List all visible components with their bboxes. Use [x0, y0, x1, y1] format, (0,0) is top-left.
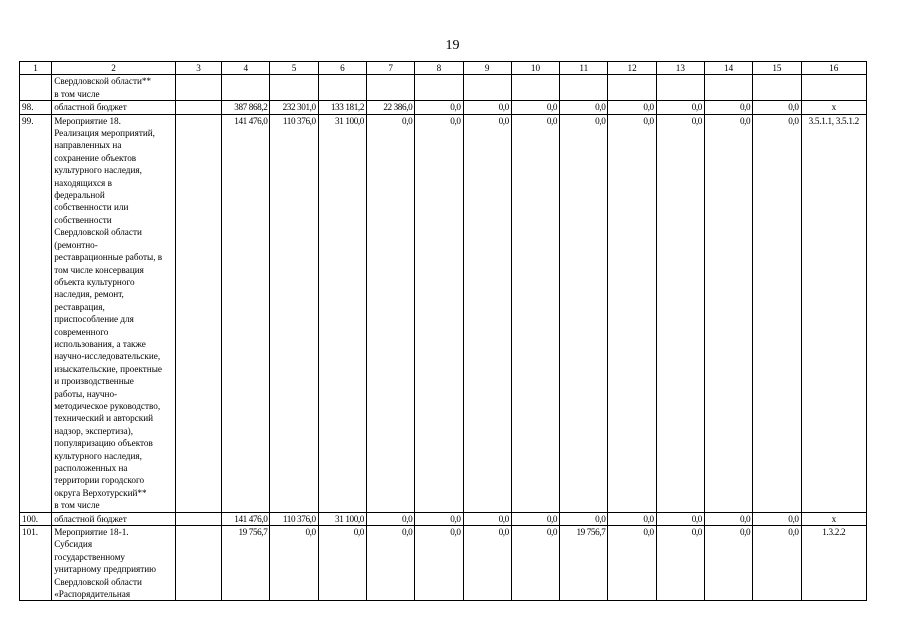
amount-cell	[560, 75, 608, 101]
table-row	[20, 526, 867, 601]
row-name-line: использования, а также	[54, 338, 146, 349]
amount-cell: 0,0	[656, 512, 704, 525]
row-name-line: приспособление для	[54, 314, 134, 325]
amount-cell: 0,0	[463, 526, 511, 601]
amount-cell: 0,0	[415, 512, 463, 525]
row-name	[52, 512, 176, 525]
table-row	[20, 114, 867, 512]
target-indicator-cell: х	[801, 512, 866, 525]
row-name-line: федеральной	[54, 190, 105, 201]
amount-cell: 0,0	[367, 512, 415, 525]
amount-cell: 31 100,0	[318, 512, 366, 525]
amount-cell	[463, 75, 511, 101]
amount-cell: 31 100,0	[318, 114, 366, 512]
row-index	[20, 75, 52, 101]
amount-cell: 0,0	[318, 526, 366, 601]
table-row	[20, 512, 867, 525]
amount-cell: 387 868,2	[222, 101, 270, 114]
column-3-cell	[175, 512, 221, 525]
amount-cell: 22 386,0	[367, 101, 415, 114]
column-header: 4	[222, 62, 270, 75]
row-name-line: собственности или	[54, 202, 129, 213]
row-name-line: наследия, ремонт,	[54, 289, 124, 300]
amount-cell: 133 181,2	[318, 101, 366, 114]
amount-cell	[608, 75, 656, 101]
amount-cell	[270, 75, 318, 101]
amount-cell	[753, 75, 801, 101]
amount-cell: 0,0	[753, 512, 801, 525]
amount-cell: 0,0	[704, 512, 752, 525]
amount-cell: 0,0	[463, 512, 511, 525]
table-row	[20, 75, 867, 101]
column-header: 14	[704, 62, 752, 75]
amount-cell: 0,0	[415, 114, 463, 512]
row-name-line: популяризацию объектов	[54, 438, 153, 449]
amount-cell	[656, 75, 704, 101]
column-header: 15	[753, 62, 801, 75]
row-name-line: территории городского	[54, 475, 145, 486]
column-3-cell	[175, 114, 221, 512]
row-name-line: сохранение объектов	[54, 152, 137, 163]
amount-cell: 0,0	[511, 114, 559, 512]
row-index: 99.	[20, 114, 52, 512]
column-header: 2	[52, 62, 176, 75]
page-number: 19	[445, 38, 460, 53]
row-name	[52, 526, 176, 601]
column-header: 6	[318, 62, 366, 75]
row-name-line: культурного наследия,	[54, 165, 142, 176]
row-name-line: собственности	[54, 214, 112, 225]
row-name-line: «Распорядительная	[54, 589, 131, 600]
row-name-line: Мероприятие 18.	[54, 115, 121, 126]
amount-cell: 0,0	[415, 101, 463, 114]
row-name-line: объекта культурного	[54, 276, 135, 287]
amount-cell: 141 476,0	[222, 114, 270, 512]
amount-cell: 19 756,7	[560, 526, 608, 601]
row-name-line: государственному	[54, 551, 125, 562]
column-header: 10	[511, 62, 559, 75]
row-name-line: и производственные	[54, 376, 134, 387]
amount-cell: 0,0	[753, 101, 801, 114]
amount-cell	[415, 75, 463, 101]
amount-cell: 0,0	[511, 101, 559, 114]
amount-cell: 19 756,7	[222, 526, 270, 601]
row-name-line: работы, научно-	[54, 388, 118, 399]
amount-cell: 110 376,0	[270, 114, 318, 512]
amount-cell: 110 376,0	[270, 512, 318, 525]
amount-cell: 232 301,0	[270, 101, 318, 114]
row-index: 101.	[20, 526, 52, 601]
column-header: 12	[608, 62, 656, 75]
amount-cell: 0,0	[560, 101, 608, 114]
amount-cell: 0,0	[415, 526, 463, 601]
amount-cell: 0,0	[608, 526, 656, 601]
amount-cell: 0,0	[367, 114, 415, 512]
amount-cell: 0,0	[753, 114, 801, 512]
amount-cell	[318, 75, 366, 101]
row-name-line: расположенных на	[54, 463, 128, 473]
column-header: 16	[801, 62, 866, 75]
column-header: 11	[560, 62, 608, 75]
amount-cell: 0,0	[511, 526, 559, 601]
amount-cell: 0,0	[270, 526, 318, 601]
column-header: 1	[20, 62, 52, 75]
target-indicator-cell: 1.3.2.2	[801, 526, 866, 601]
amount-cell	[222, 75, 270, 101]
row-name-line: областной бюджет	[54, 513, 127, 524]
column-header: 8	[415, 62, 463, 75]
column-header: 5	[270, 62, 318, 75]
row-name-line: Мероприятие 18-1.	[54, 527, 129, 538]
column-header: 7	[367, 62, 415, 75]
row-name-line: областной бюджет	[54, 102, 127, 113]
column-3-cell	[175, 101, 221, 114]
target-indicator-cell	[801, 75, 866, 101]
row-name-line: технический и авторский	[54, 413, 154, 424]
row-name-line: Реализация мероприятий,	[54, 128, 155, 139]
budget-table	[19, 61, 867, 601]
amount-cell: 0,0	[608, 512, 656, 525]
column-header: 3	[175, 62, 221, 75]
table-body	[20, 62, 867, 601]
row-name-line: культурного наследия,	[54, 450, 142, 461]
row-name-line: в том числе	[54, 88, 100, 99]
row-name-line: (ремонтно-	[54, 239, 98, 250]
row-name-line: реставрация,	[54, 301, 105, 312]
amount-cell: 0,0	[753, 526, 801, 601]
column-3-cell	[175, 526, 221, 601]
row-name-line: научно-исследовательские,	[54, 351, 161, 362]
amount-cell: 0,0	[560, 512, 608, 525]
row-name-line: Субсидия	[54, 539, 93, 550]
row-name-line: округа Верхотурский**	[54, 487, 147, 498]
row-name-line: Свердловской области	[54, 576, 142, 587]
row-name	[52, 101, 176, 114]
column-number-row	[20, 62, 867, 75]
row-name	[52, 114, 176, 512]
row-name-line: надзор, экспертиза),	[54, 425, 134, 436]
amount-cell: 0,0	[656, 114, 704, 512]
amount-cell: 0,0	[656, 526, 704, 601]
amount-cell	[367, 75, 415, 101]
column-3-cell	[175, 75, 221, 101]
row-name-line: Свердловской области	[54, 227, 142, 238]
amount-cell: 0,0	[704, 101, 752, 114]
row-name-line: в том числе	[54, 500, 100, 511]
amount-cell: 0,0	[608, 114, 656, 512]
amount-cell: 0,0	[656, 101, 704, 114]
row-name-line: реставрационные работы, в	[54, 252, 163, 263]
row-index: 98.	[20, 101, 52, 114]
row-name-line: том числе консервация	[54, 264, 144, 275]
target-indicator-cell: х	[801, 101, 866, 114]
row-name-line: Свердловской области**	[54, 76, 152, 87]
amount-cell	[704, 75, 752, 101]
row-name-line: унитарному предприятию	[54, 564, 157, 575]
amount-cell: 0,0	[463, 114, 511, 512]
amount-cell: 0,0	[367, 526, 415, 601]
amount-cell: 141 476,0	[222, 512, 270, 525]
row-name-line: находящихся в	[54, 177, 112, 188]
column-header: 9	[463, 62, 511, 75]
row-index: 100.	[20, 512, 52, 525]
row-name	[52, 75, 176, 101]
target-indicator-cell: 3.5.1.1, 3.5.1.2	[801, 114, 866, 512]
amount-cell: 0,0	[511, 512, 559, 525]
table-row	[20, 101, 867, 114]
amount-cell: 0,0	[463, 101, 511, 114]
row-name-line: направленных на	[54, 140, 122, 151]
amount-cell: 0,0	[608, 101, 656, 114]
amount-cell: 0,0	[704, 526, 752, 601]
row-name-line: современного	[54, 326, 109, 337]
amount-cell	[511, 75, 559, 101]
row-name-line: методическое руководство,	[54, 400, 161, 411]
row-name-line: изыскательские, проектные	[54, 363, 162, 374]
amount-cell: 0,0	[560, 114, 608, 512]
amount-cell: 0,0	[704, 114, 752, 512]
column-header: 13	[656, 62, 704, 75]
